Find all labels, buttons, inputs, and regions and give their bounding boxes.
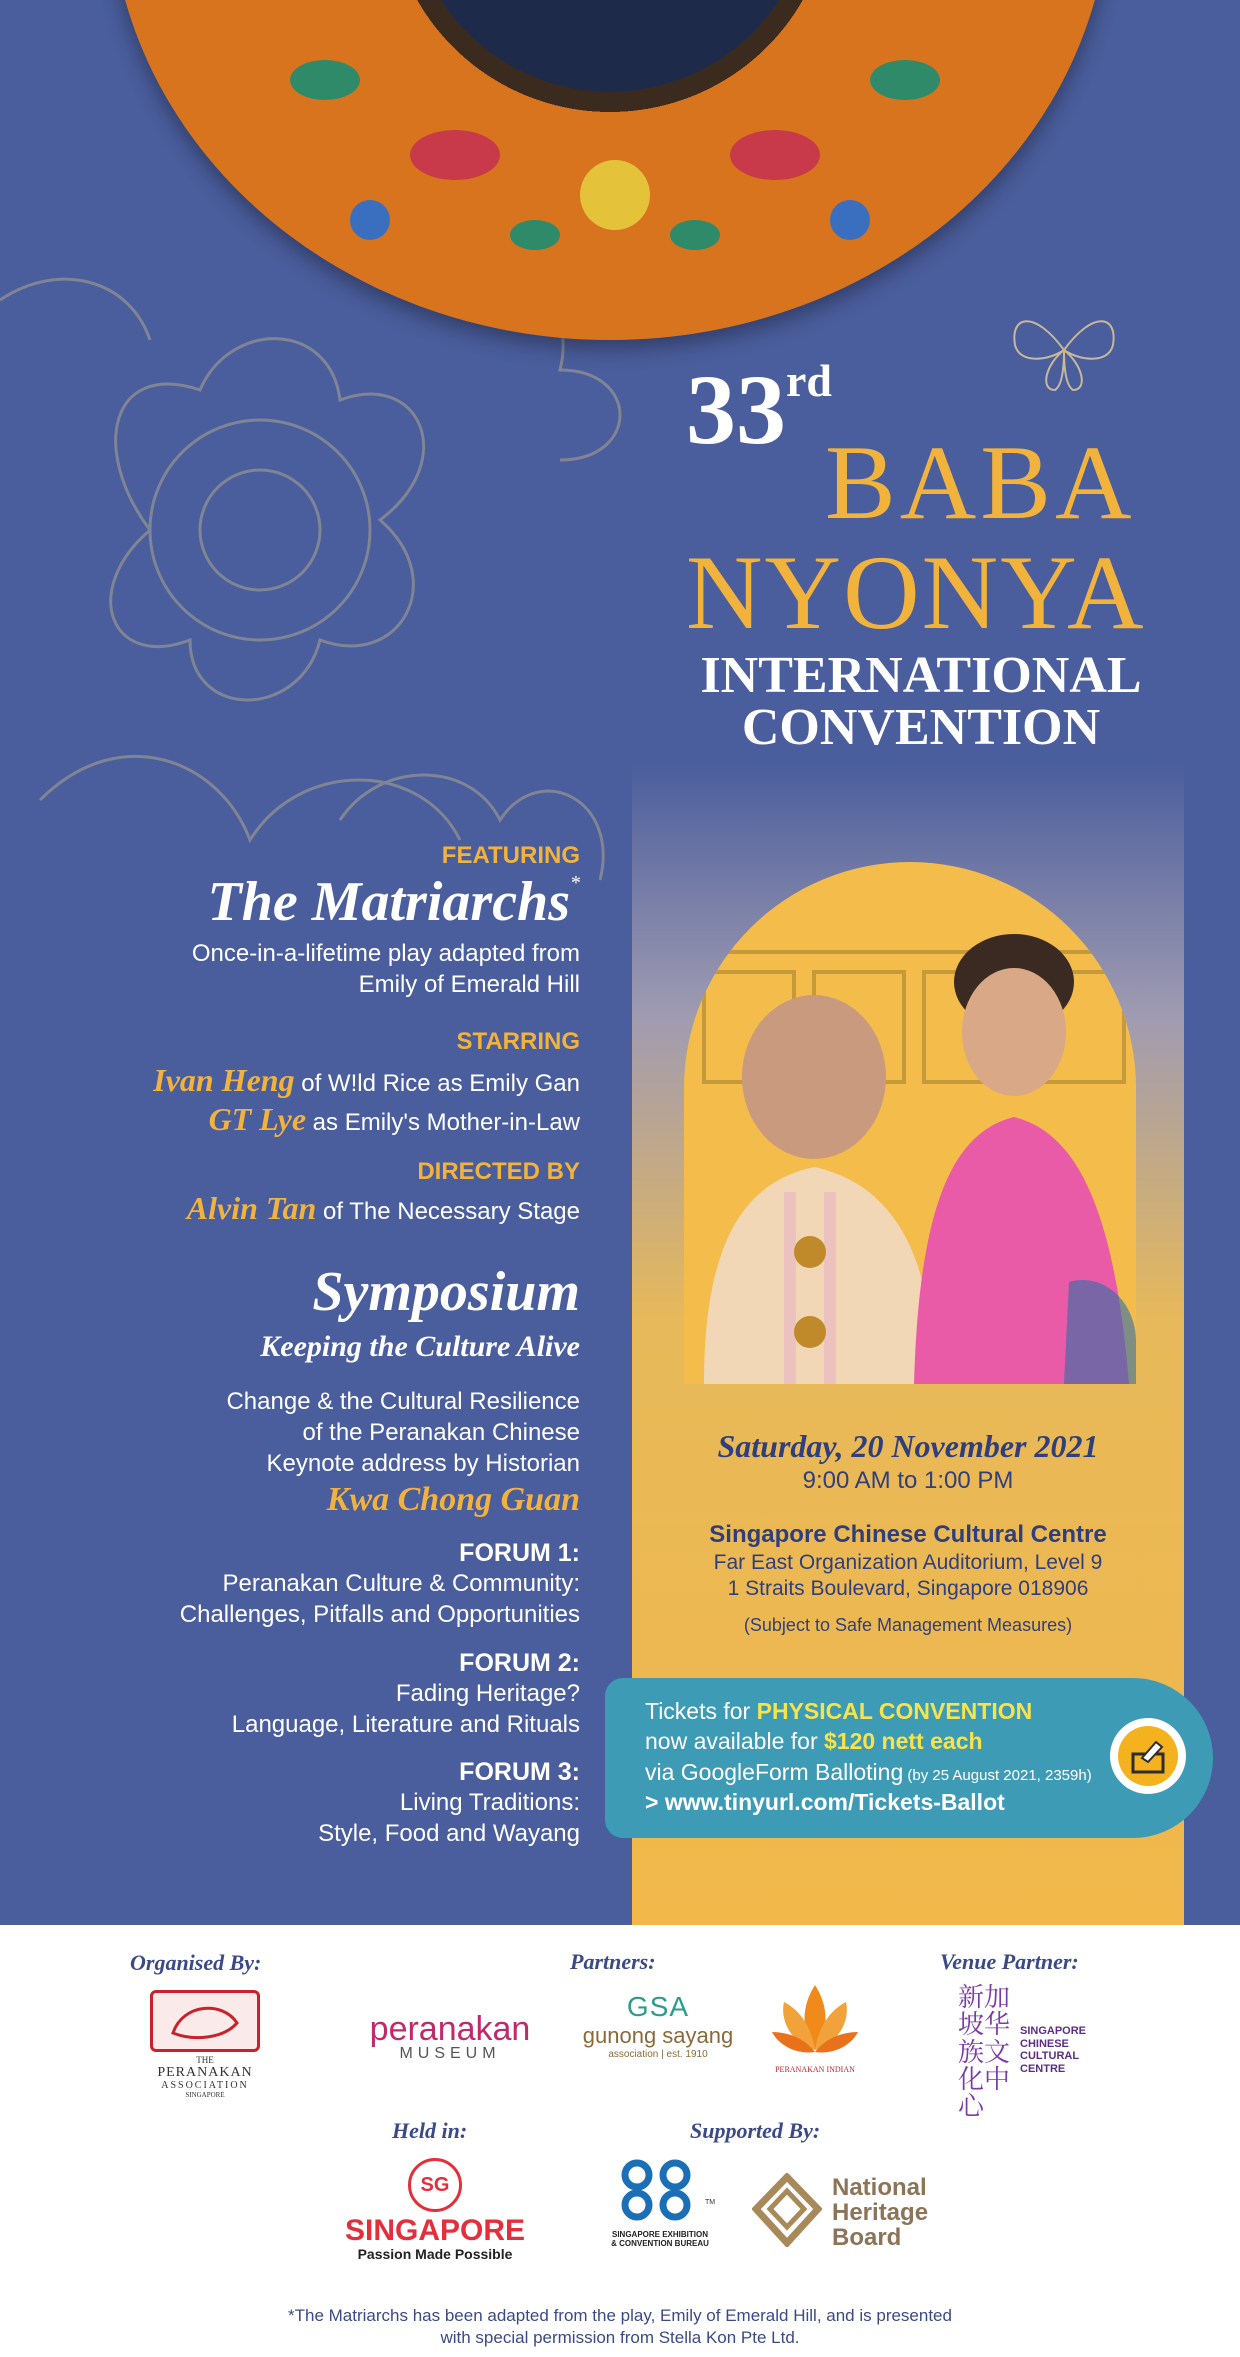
ticket-text	[645, 1696, 1092, 1817]
photo-placeholder	[684, 862, 1136, 1384]
organised-label: Organised By:	[130, 1950, 262, 1975]
ticket-banner[interactable]	[605, 1678, 1213, 1838]
footer	[0, 1925, 1240, 2357]
phoenix-icon	[153, 1993, 257, 2049]
event-date: Saturday, 20 November 2021	[717, 1428, 1099, 1464]
forum-line: Style, Food and Wayang	[318, 1820, 580, 1848]
ballot-icon[interactable]	[1110, 1718, 1186, 1794]
symposium-line-2: of the Peranakan Chinese	[302, 1418, 580, 1446]
event-time: 9:00 AM to 1:00 PM	[802, 1467, 1014, 1494]
peranakan-museum-logo: peranakan MUSEUM	[369, 2010, 531, 2062]
starring-label: STARRING	[456, 1027, 580, 1055]
supported-by-label: Supported By:	[690, 2118, 821, 2143]
nhb-mark-icon	[752, 2173, 822, 2247]
title-international: INTERNATIONAL	[700, 647, 1142, 704]
play-desc-1: Once-in-a-lifetime play adapted from	[191, 939, 580, 967]
partners-label: Partners:	[570, 1949, 656, 1974]
peranakan-association-logo: THE PERANAKAN ASSOCIATION SINGAPORE	[130, 1990, 280, 2100]
forum-label: FORUM 2:	[459, 1648, 580, 1677]
lotus-icon	[770, 1980, 860, 2060]
forum-line: Challenges, Pitfalls and Opportunities	[179, 1601, 580, 1629]
butterfly-icon	[1005, 305, 1123, 395]
title-nyonya: NYONYA	[686, 534, 1146, 651]
ticket-line-3: via GoogleForm Balloting (by 25 August 2021, 2359h)	[645, 1758, 1092, 1785]
forum-line: Living Traditions:	[399, 1788, 580, 1816]
ballot-glyph	[1128, 1736, 1168, 1776]
ticket-line-2: now available for $120 nett each	[645, 1728, 983, 1755]
forum-label: FORUM 3:	[459, 1757, 580, 1786]
forum-2	[90, 1649, 580, 1740]
event-note: (Subject to Safe Management Measures)	[743, 1615, 1073, 1635]
forum-label: FORUM 1:	[459, 1539, 580, 1568]
secb-logo: TM SINGAPORE EXHIBITION & CONVENTION BUREAU	[585, 2155, 735, 2248]
held-in-label: Held in:	[392, 2118, 468, 2143]
symposium-subtitle: Keeping the Culture Alive	[260, 1329, 580, 1363]
singapore-logo: SG SINGAPORE Passion Made Possible	[345, 2158, 525, 2262]
symposium-line-1: Change & the Cultural Resilience	[226, 1387, 580, 1415]
sccc-logo: 新加坡华族文化中心 SINGAPORE CHINESE CULTURAL CENTRE	[958, 1983, 1087, 2123]
symposium-section	[90, 1262, 580, 1849]
forum-line: Language, Literature and Rituals	[231, 1710, 580, 1738]
peranakan-indian-logo: PERANAKAN INDIAN	[760, 1980, 870, 2074]
disclaimer: *The Matriarchs has been adapted from the play, Emily of Emerald Hill, and is presented with special permission from Stella Kon Pte Ltd.	[288, 2306, 952, 2348]
performers-photo	[684, 862, 1136, 1384]
play-section	[90, 842, 580, 1227]
nhb-text: National Heritage Board	[832, 2174, 929, 2252]
symposium-title: Symposium	[312, 1261, 580, 1323]
event-venue-line-2: 1 Straits Boulevard, Singapore 018906	[727, 1577, 1089, 1600]
sg-badge: SG	[408, 2158, 462, 2212]
event-venue-line-1: Far East Organization Auditorium, Level 9	[713, 1551, 1103, 1574]
title-convention: CONVENTION	[741, 699, 1101, 756]
play-title: The Matriarchs*	[207, 871, 580, 933]
play-desc-2: Emily of Emerald Hill	[358, 970, 580, 998]
featuring-label: FEATURING	[441, 842, 580, 869]
star-1: Ivan Heng of W!ld Rice as Emily Gan	[153, 1061, 580, 1098]
forum-1	[90, 1539, 580, 1630]
venue-partner-label: Venue Partner:	[940, 1949, 1079, 1974]
ticket-line-1: Tickets for PHYSICAL CONVENTION	[645, 1698, 1033, 1724]
keynote-speaker: Kwa Chong Guan	[326, 1481, 580, 1519]
director: Alvin Tan of The Necessary Stage	[186, 1189, 580, 1226]
event-details	[632, 1428, 1184, 1636]
forum-line: Fading Heritage?	[395, 1679, 580, 1707]
sccc-text: SINGAPORE CHINESE CULTURAL CENTRE	[1020, 2025, 1087, 2075]
title-baba: BABA	[825, 424, 1136, 541]
event-venue: Singapore Chinese Cultural Centre	[709, 1521, 1107, 1548]
directed-label: DIRECTED BY	[417, 1157, 580, 1185]
forum-3	[90, 1758, 580, 1849]
forum-line: Peranakan Culture & Community:	[222, 1570, 580, 1598]
edition-number: 33rd	[686, 354, 832, 465]
symposium-line-3: Keynote address by Historian	[266, 1449, 580, 1477]
star-2: GT Lye as Emily's Mother-in-Law	[208, 1100, 580, 1137]
ticket-link[interactable]: > www.tinyurl.com/Tickets-Ballot	[645, 1789, 1005, 1816]
secb-mark-icon	[615, 2155, 705, 2225]
gunong-sayang-logo: GSA gunong sayang association | est. 1910	[582, 1991, 734, 2060]
